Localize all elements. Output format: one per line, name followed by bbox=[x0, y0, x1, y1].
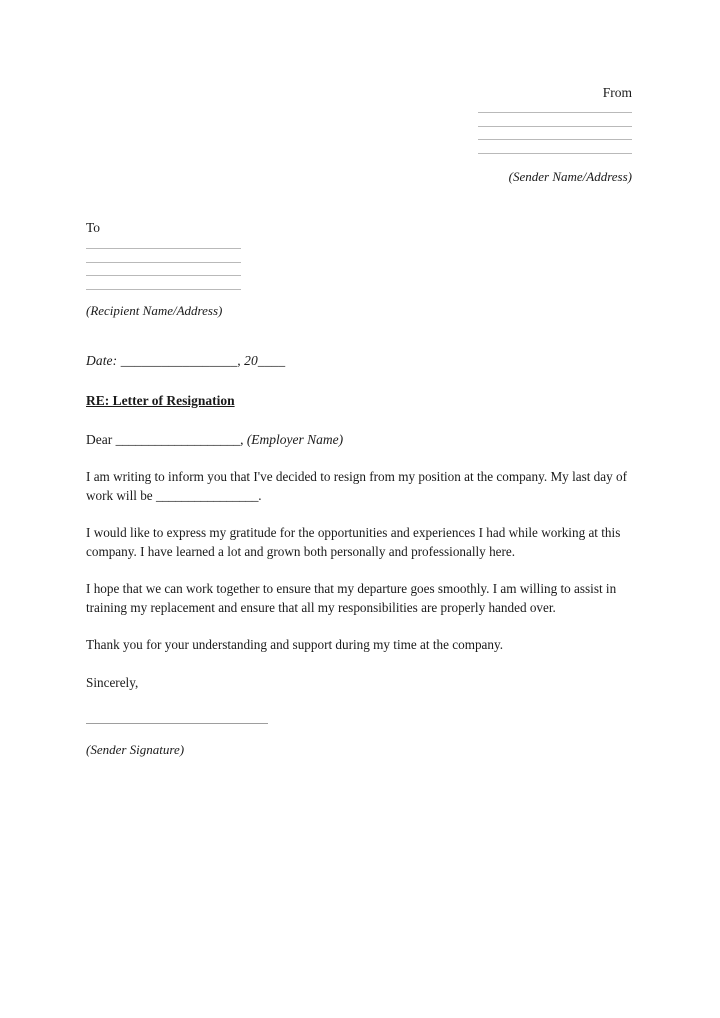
signature-caption: (Sender Signature) bbox=[86, 742, 185, 757]
letter-body bbox=[86, 352, 632, 758]
paragraph-thanks: Thank you for your understanding and support during my time at the company. bbox=[86, 637, 504, 652]
valediction: Sincerely, bbox=[86, 674, 139, 690]
paragraph-notice-text-after: . bbox=[258, 487, 262, 503]
salutation-line bbox=[86, 431, 632, 449]
to-address-line-4[interactable] bbox=[86, 289, 241, 290]
salutation-separator: , bbox=[240, 432, 247, 447]
from-address-line-3[interactable] bbox=[478, 139, 632, 140]
date-line bbox=[86, 352, 632, 370]
paragraph-notice bbox=[86, 468, 632, 505]
to-block bbox=[86, 219, 386, 319]
salutation-greeting: Dear bbox=[86, 432, 113, 447]
date-blank[interactable]: _________________ bbox=[120, 353, 238, 368]
to-address-line-1[interactable] bbox=[86, 248, 241, 249]
salutation-blank[interactable]: ___________________ bbox=[115, 432, 241, 447]
subject-heading: RE: Letter of Resignation bbox=[86, 393, 235, 408]
paragraph-gratitude: I would like to express my gratitude for the opportunities and experiences I had while working at this company. I have learned a lot and grown both personally and professionally here. bbox=[86, 525, 621, 559]
last-day-blank[interactable]: ________________ bbox=[155, 487, 259, 503]
date-label: Date: bbox=[86, 353, 118, 368]
signature-line[interactable] bbox=[86, 723, 268, 724]
from-address-line-4[interactable] bbox=[478, 153, 632, 154]
subject-row bbox=[86, 370, 632, 410]
from-label: From bbox=[602, 85, 632, 100]
paragraph-notice-text-before: I am writing to inform you that I've decided to resign from my position at the company. My last day of work will be bbox=[86, 469, 627, 503]
to-address-line-2[interactable] bbox=[86, 262, 241, 263]
from-address-line-2[interactable] bbox=[478, 126, 632, 127]
to-address-lines bbox=[86, 248, 386, 290]
to-address-line-3[interactable] bbox=[86, 275, 241, 276]
to-caption: (Recipient Name/Address) bbox=[86, 303, 223, 318]
date-year-prefix: , 20 bbox=[237, 353, 258, 368]
from-caption: (Sender Name/Address) bbox=[508, 168, 632, 184]
to-label: To bbox=[86, 220, 101, 235]
from-address-line-1[interactable] bbox=[478, 112, 632, 113]
paragraph-transition: I hope that we can work together to ensure that my departure goes smoothly. I am willing to assist in training my replacement and ensure that all my responsibilities are properly handed over. bbox=[86, 581, 617, 615]
from-block bbox=[420, 84, 632, 185]
from-address-lines bbox=[420, 112, 632, 154]
date-year-blank[interactable]: ____ bbox=[257, 353, 286, 368]
employer-name-placeholder: (Employer Name) bbox=[246, 432, 344, 447]
